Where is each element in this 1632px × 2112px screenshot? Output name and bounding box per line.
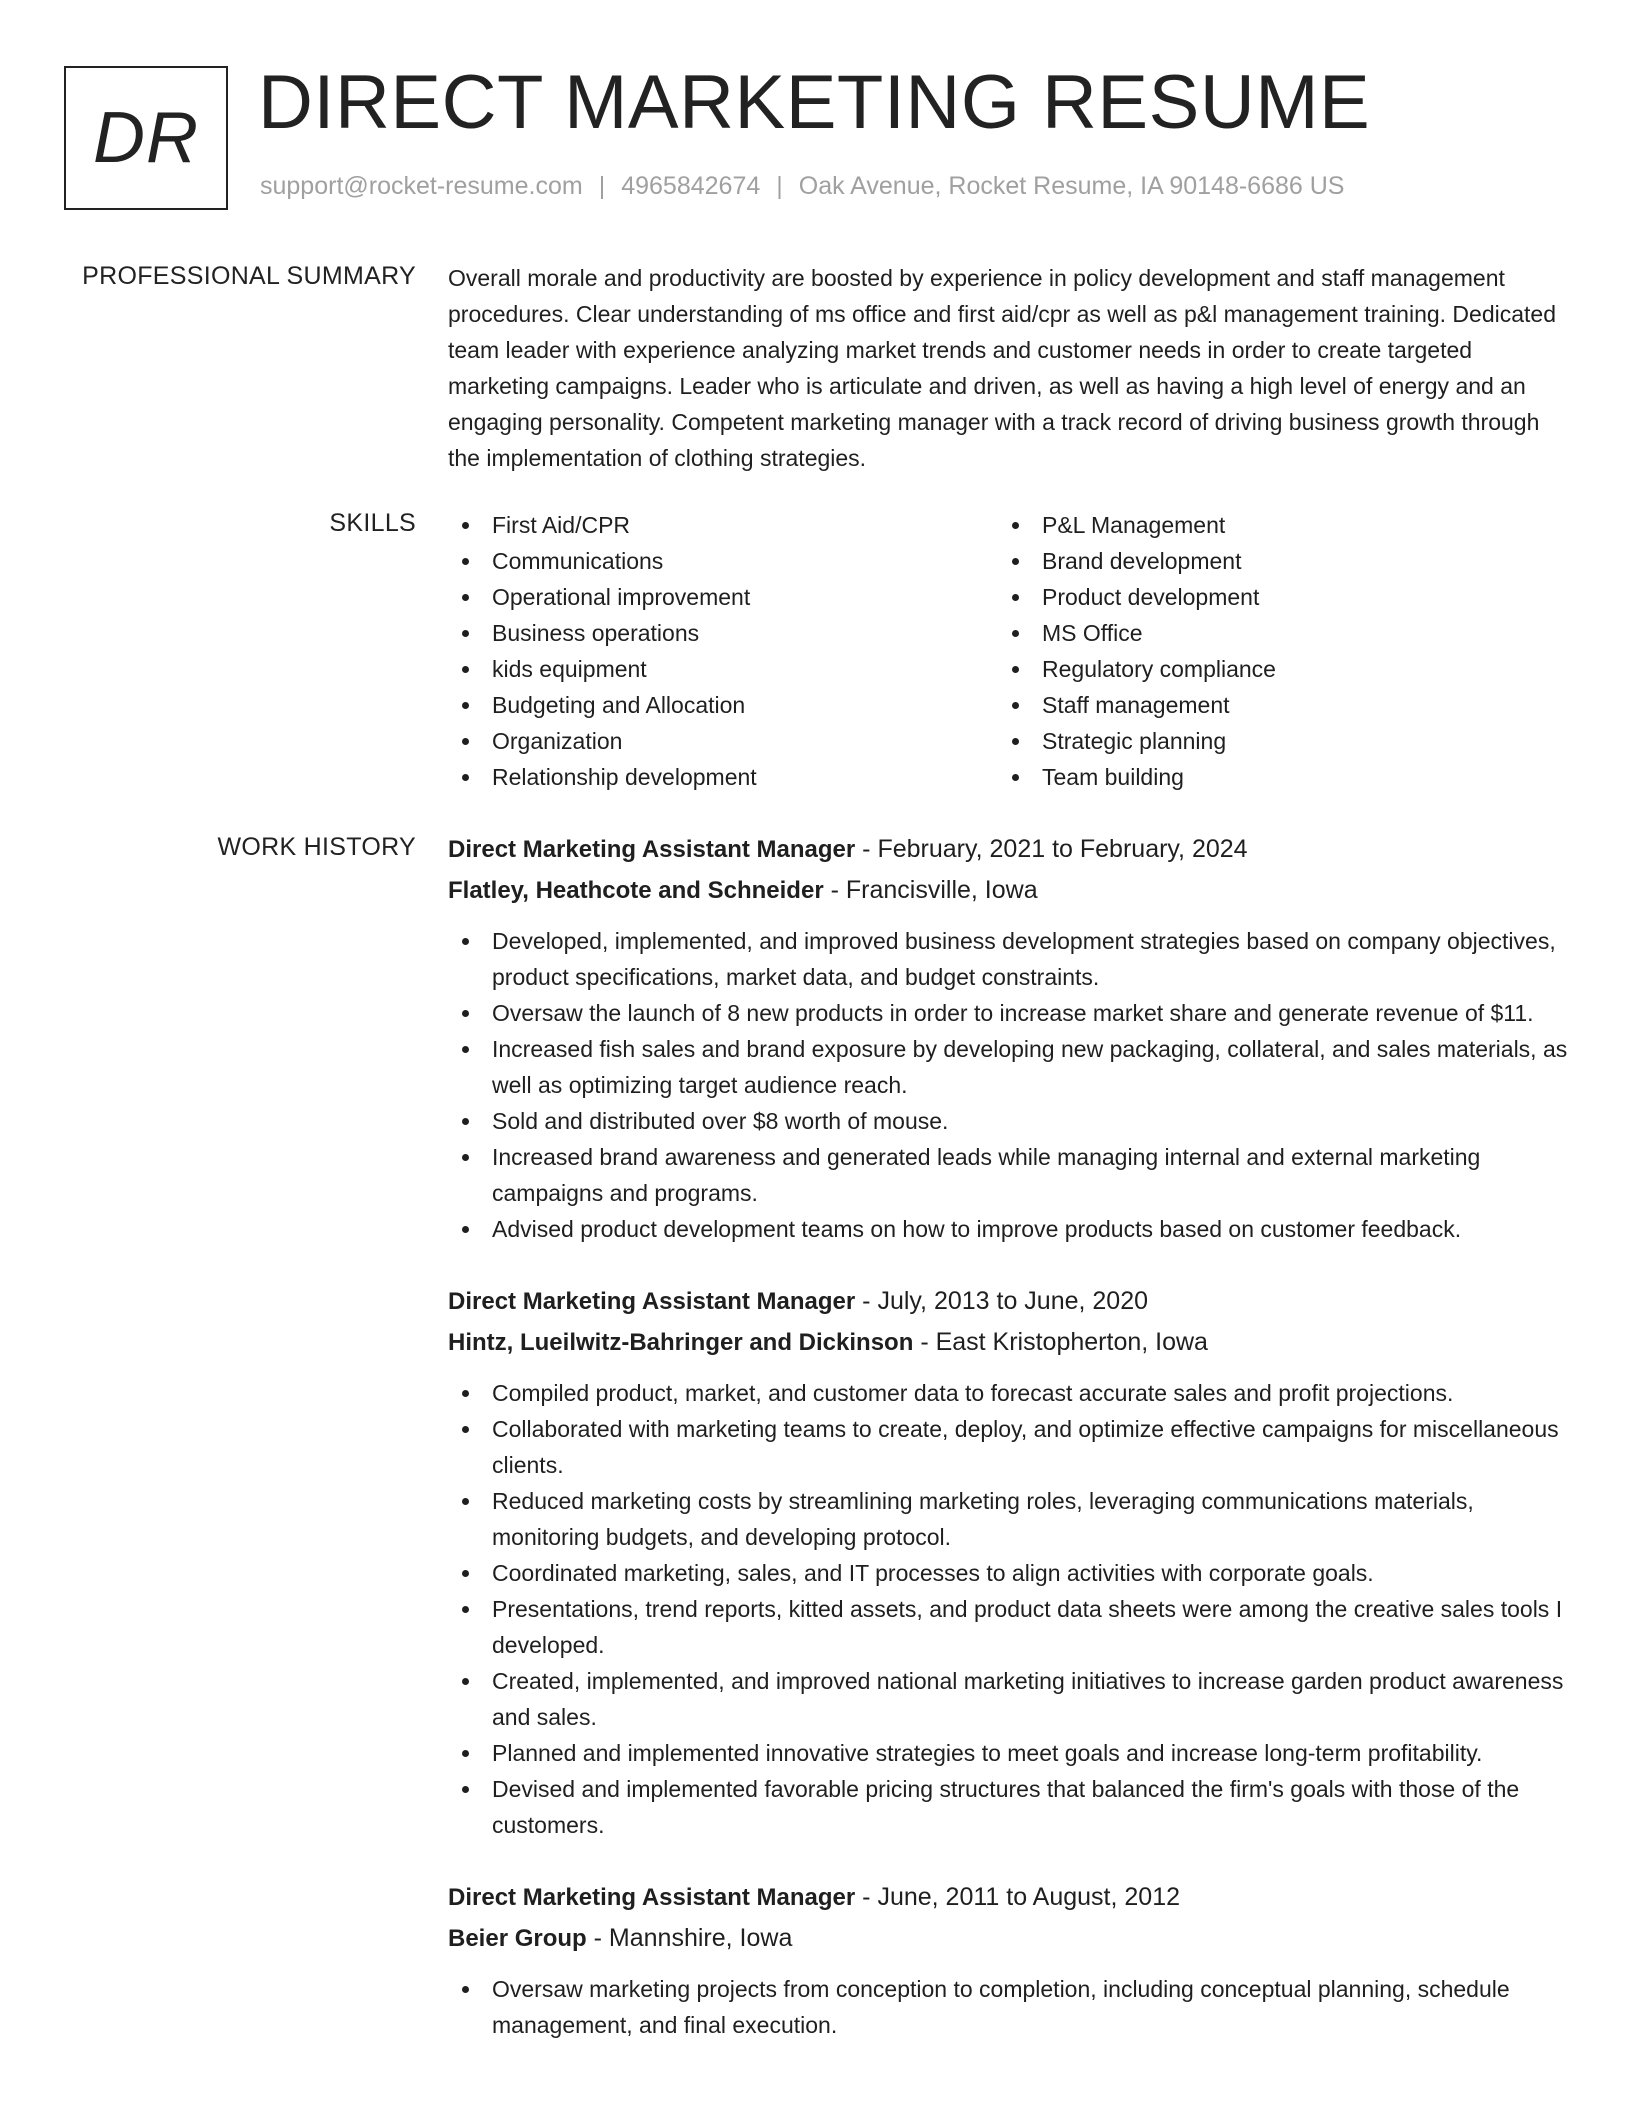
job-dates: - July, 2013 to June, 2020	[855, 1287, 1149, 1315]
section-label-skills: SKILLS	[329, 509, 416, 537]
monogram-initials: DR	[93, 98, 199, 178]
job-bullet: Oversaw the launch of 8 new products in order to increase market share and generate revenue of $11.	[448, 995, 1568, 1031]
contact-separator: |	[776, 172, 783, 200]
job-bullet: Reduced marketing costs by streamlining marketing roles, leveraging communications materials, monitoring budgets, and developing protocol.	[448, 1483, 1568, 1555]
job-bullets	[448, 1971, 1568, 2043]
skill-item: Budgeting and Allocation	[448, 687, 998, 723]
job-bullet: Devised and implemented favorable pricing structures that balanced the firm's goals with those of the customers.	[448, 1771, 1568, 1843]
job-bullet: Sold and distributed over $8 worth of mouse.	[448, 1103, 1568, 1139]
job-bullet: Oversaw marketing projects from conception to completion, including conceptual planning, schedule management, and final execution.	[448, 1971, 1568, 2043]
job-company-line	[448, 1918, 1568, 1959]
skill-item: Strategic planning	[998, 723, 1548, 759]
job-title-line	[448, 1877, 1568, 1918]
skill-item: Business operations	[448, 615, 998, 651]
skills-list-left	[448, 507, 998, 795]
job-entry	[448, 829, 1568, 1247]
job-title: Direct Marketing Assistant Manager	[448, 1288, 856, 1315]
skill-item: Regulatory compliance	[998, 651, 1548, 687]
skill-item: MS Office	[998, 615, 1548, 651]
skill-item: Relationship development	[448, 759, 998, 795]
job-title: Direct Marketing Assistant Manager	[448, 836, 856, 863]
skill-item: P&L Management	[998, 507, 1548, 543]
skills-list-right	[998, 507, 1548, 795]
job-title-line	[448, 1281, 1568, 1322]
skills-body	[448, 507, 1568, 795]
job-bullets	[448, 923, 1568, 1247]
job-bullet: Collaborated with marketing teams to create, deploy, and optimize effective campaigns for miscellaneous clients.	[448, 1411, 1568, 1483]
job-company: Hintz, Lueilwitz-Bahringer and Dickinson	[448, 1329, 914, 1356]
job-bullet: Increased brand awareness and generated leads while managing internal and external marketing campaigns and programs.	[448, 1139, 1568, 1211]
resume-title: DIRECT MARKETING RESUME	[258, 60, 1371, 145]
job-company-line	[448, 1322, 1568, 1363]
monogram-box	[64, 66, 228, 210]
skill-item: Product development	[998, 579, 1548, 615]
contact-line	[260, 172, 1344, 201]
job-company: Beier Group	[448, 1925, 587, 1952]
job-bullet: Coordinated marketing, sales, and IT processes to align activities with corporate goals.	[448, 1555, 1568, 1591]
job-bullet: Planned and implemented innovative strategies to meet goals and increase long-term profitability.	[448, 1735, 1568, 1771]
skills-columns	[448, 507, 1568, 795]
job-bullet: Increased fish sales and brand exposure by developing new packaging, collateral, and sales materials, as well as optimizing target audience reach.	[448, 1031, 1568, 1103]
job-location: - East Kristopherton, Iowa	[913, 1328, 1208, 1356]
job-title-line	[448, 829, 1568, 870]
job-bullet: Compiled product, market, and customer data to forecast accurate sales and profit projections.	[448, 1375, 1568, 1411]
skill-item: Communications	[448, 543, 998, 579]
section-label-summary: PROFESSIONAL SUMMARY	[82, 262, 416, 290]
job-company-line	[448, 870, 1568, 911]
job-entry	[448, 1281, 1568, 1843]
job-dates: - February, 2021 to February, 2024	[855, 835, 1248, 863]
skill-item: First Aid/CPR	[448, 507, 998, 543]
job-bullets	[448, 1375, 1568, 1843]
job-entry	[448, 1877, 1568, 2043]
job-bullet: Created, implemented, and improved national marketing initiatives to increase garden product awareness and sales.	[448, 1663, 1568, 1735]
skill-item: Staff management	[998, 687, 1548, 723]
contact-address: Oak Avenue, Rocket Resume, IA 90148-6686 US	[798, 172, 1345, 200]
work-history-body	[448, 829, 1568, 2043]
skill-item: Brand development	[998, 543, 1548, 579]
job-company: Flatley, Heathcote and Schneider	[448, 877, 824, 904]
section-label-work: WORK HISTORY	[217, 833, 416, 861]
job-bullet: Advised product development teams on how to improve products based on customer feedback.	[448, 1211, 1568, 1247]
job-bullet: Presentations, trend reports, kitted assets, and product data sheets were among the creative sales tools I developed.	[448, 1591, 1568, 1663]
job-location: - Francisville, Iowa	[823, 876, 1038, 904]
job-bullet: Developed, implemented, and improved business development strategies based on company objectives, product specifications, market data, and budget constraints.	[448, 923, 1568, 995]
job-title: Direct Marketing Assistant Manager	[448, 1884, 856, 1911]
job-dates: - June, 2011 to August, 2012	[855, 1883, 1181, 1911]
contact-phone[interactable]: 4965842674	[621, 172, 761, 200]
skill-item: kids equipment	[448, 651, 998, 687]
skill-item: Team building	[998, 759, 1548, 795]
summary-text: Overall morale and productivity are boosted by experience in policy development and staff management procedures. Clear understanding of ms office and first aid/cpr as well as p&l management training. Dedicated team leader with experience analyzing market trends and customer needs in order to create targeted marketing campaigns. Leader who is articulate and driven, as well as having a high level of energy and an engaging personality. Competent marketing manager with a track record of driving business growth through the implementation of clothing strategies.	[448, 265, 1556, 471]
contact-email[interactable]: support@rocket-resume.com	[260, 172, 583, 200]
contact-separator: |	[598, 172, 606, 200]
job-location: - Mannshire, Iowa	[586, 1924, 793, 1952]
skill-item: Organization	[448, 723, 998, 759]
skill-item: Operational improvement	[448, 579, 998, 615]
